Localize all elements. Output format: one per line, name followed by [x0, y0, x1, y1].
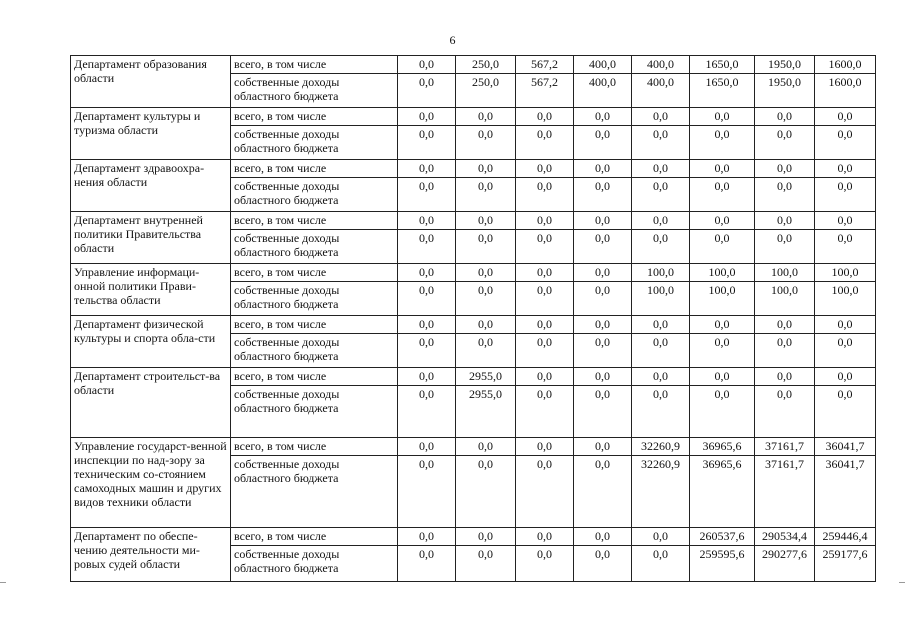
value-cell: 0,0 [815, 178, 876, 212]
value-cell: 0,0 [456, 160, 516, 178]
value-cell: 0,0 [755, 160, 815, 178]
value-cell: 0,0 [755, 178, 815, 212]
value-cell: 0,0 [398, 368, 456, 386]
value-cell: 0,0 [574, 230, 632, 264]
value-cell: 0,0 [755, 316, 815, 334]
value-cell: 0,0 [398, 528, 456, 546]
value-cell: 0,0 [690, 212, 755, 230]
value-cell: 0,0 [815, 334, 876, 368]
table-row [71, 438, 876, 456]
department-name: Департамент образования области [71, 56, 231, 108]
department-name: Департамент физической культуры и спорта обла-сти [71, 316, 231, 368]
value-cell: 0,0 [398, 126, 456, 160]
value-cell: 1950,0 [755, 56, 815, 74]
value-cell: 290277,6 [755, 546, 815, 582]
value-cell: 0,0 [755, 108, 815, 126]
value-cell: 100,0 [632, 264, 690, 282]
value-cell: 0,0 [456, 126, 516, 160]
department-name: Департамент строительст-ва области [71, 368, 231, 438]
value-cell: 0,0 [815, 386, 876, 438]
value-cell: 0,0 [755, 126, 815, 160]
value-cell: 0,0 [398, 282, 456, 316]
department-name: Департамент культуры и туризма области [71, 108, 231, 160]
department-name: Управление информаци-онной политики Прави-тельства области [71, 264, 231, 316]
value-cell: 0,0 [574, 160, 632, 178]
value-cell: 0,0 [516, 126, 574, 160]
value-cell: 0,0 [398, 108, 456, 126]
page-number: 6 [449, 33, 456, 47]
value-cell: 0,0 [815, 212, 876, 230]
value-cell: 567,2 [516, 74, 574, 108]
table-body [71, 56, 876, 582]
value-cell: 0,0 [574, 528, 632, 546]
department-name: Департамент по обеспе-чению деятельности ми-ровых судей области [71, 528, 231, 582]
value-cell: 400,0 [632, 56, 690, 74]
value-cell: 0,0 [755, 212, 815, 230]
value-cell: 0,0 [755, 334, 815, 368]
value-cell: 36965,6 [690, 456, 755, 528]
value-cell: 0,0 [574, 368, 632, 386]
value-cell: 260537,6 [690, 528, 755, 546]
funding-type-own-revenue: собственные доходы областного бюджета [231, 546, 398, 582]
table-row [71, 264, 876, 282]
value-cell: 0,0 [574, 126, 632, 160]
funding-type-own-revenue: собственные доходы областного бюджета [231, 334, 398, 368]
value-cell: 0,0 [690, 126, 755, 160]
value-cell: 0,0 [456, 546, 516, 582]
value-cell: 400,0 [574, 74, 632, 108]
value-cell: 0,0 [632, 316, 690, 334]
value-cell: 0,0 [516, 528, 574, 546]
value-cell: 0,0 [632, 178, 690, 212]
value-cell: 0,0 [690, 334, 755, 368]
department-name: Управление государст-венной инспекции по над-зору за техническим со-стоянием самоходных машин и других видов техники области [71, 438, 231, 528]
value-cell: 37161,7 [755, 438, 815, 456]
funding-type-own-revenue: собственные доходы областного бюджета [231, 386, 398, 438]
value-cell: 1650,0 [690, 56, 755, 74]
funding-type-total: всего, в том числе [231, 56, 398, 74]
value-cell: 100,0 [690, 264, 755, 282]
value-cell: 0,0 [815, 230, 876, 264]
value-cell: 259595,6 [690, 546, 755, 582]
value-cell: 0,0 [632, 334, 690, 368]
value-cell: 259177,6 [815, 546, 876, 582]
value-cell: 0,0 [632, 386, 690, 438]
value-cell: 0,0 [574, 178, 632, 212]
value-cell: 0,0 [516, 368, 574, 386]
value-cell: 0,0 [456, 334, 516, 368]
value-cell: 0,0 [574, 334, 632, 368]
value-cell: 0,0 [574, 546, 632, 582]
value-cell: 1600,0 [815, 56, 876, 74]
value-cell: 37161,7 [755, 456, 815, 528]
value-cell: 0,0 [815, 316, 876, 334]
value-cell: 0,0 [690, 160, 755, 178]
table-row [71, 108, 876, 126]
table-row [71, 212, 876, 230]
value-cell: 0,0 [690, 368, 755, 386]
value-cell: 0,0 [456, 178, 516, 212]
value-cell: 0,0 [815, 126, 876, 160]
funding-type-own-revenue: собственные доходы областного бюджета [231, 456, 398, 528]
value-cell: 0,0 [632, 212, 690, 230]
value-cell: 0,0 [755, 386, 815, 438]
value-cell: 32260,9 [632, 456, 690, 528]
value-cell: 0,0 [755, 230, 815, 264]
value-cell: 0,0 [398, 316, 456, 334]
value-cell: 0,0 [516, 334, 574, 368]
value-cell: 0,0 [516, 316, 574, 334]
funding-type-own-revenue: собственные доходы областного бюджета [231, 178, 398, 212]
funding-type-total: всего, в том числе [231, 368, 398, 386]
table-row [71, 160, 876, 178]
value-cell: 0,0 [398, 160, 456, 178]
value-cell: 100,0 [690, 282, 755, 316]
right-edge-mark [899, 582, 905, 583]
funding-type-own-revenue: собственные доходы областного бюджета [231, 74, 398, 108]
value-cell: 0,0 [690, 316, 755, 334]
value-cell: 100,0 [755, 282, 815, 316]
value-cell: 0,0 [632, 368, 690, 386]
funding-type-total: всего, в том числе [231, 212, 398, 230]
budget-table [70, 55, 876, 582]
value-cell: 0,0 [516, 438, 574, 456]
value-cell: 0,0 [574, 438, 632, 456]
value-cell: 567,2 [516, 56, 574, 74]
value-cell: 1600,0 [815, 74, 876, 108]
value-cell: 0,0 [456, 264, 516, 282]
value-cell: 36041,7 [815, 456, 876, 528]
value-cell: 1950,0 [755, 74, 815, 108]
value-cell: 0,0 [574, 108, 632, 126]
value-cell: 0,0 [398, 334, 456, 368]
table-row [71, 528, 876, 546]
table-row [71, 368, 876, 386]
department-name: Департамент здравоохра-нения области [71, 160, 231, 212]
value-cell: 0,0 [516, 108, 574, 126]
value-cell: 0,0 [815, 108, 876, 126]
value-cell: 0,0 [516, 264, 574, 282]
left-edge-mark [0, 582, 6, 583]
value-cell: 100,0 [815, 282, 876, 316]
value-cell: 1650,0 [690, 74, 755, 108]
value-cell: 259446,4 [815, 528, 876, 546]
value-cell: 0,0 [398, 230, 456, 264]
value-cell: 250,0 [456, 56, 516, 74]
value-cell: 36965,6 [690, 438, 755, 456]
value-cell: 0,0 [516, 282, 574, 316]
value-cell: 0,0 [456, 316, 516, 334]
value-cell: 0,0 [516, 546, 574, 582]
value-cell: 0,0 [398, 264, 456, 282]
funding-type-total: всего, в том числе [231, 438, 398, 456]
value-cell: 0,0 [632, 126, 690, 160]
funding-type-total: всего, в том числе [231, 160, 398, 178]
value-cell: 0,0 [815, 160, 876, 178]
funding-type-total: всего, в том числе [231, 264, 398, 282]
value-cell: 0,0 [632, 160, 690, 178]
value-cell: 250,0 [456, 74, 516, 108]
value-cell: 0,0 [398, 456, 456, 528]
value-cell: 0,0 [574, 264, 632, 282]
value-cell: 100,0 [755, 264, 815, 282]
value-cell: 290534,4 [755, 528, 815, 546]
department-name: Департамент внутренней политики Правительства области [71, 212, 231, 264]
value-cell: 36041,7 [815, 438, 876, 456]
funding-type-total: всего, в том числе [231, 528, 398, 546]
value-cell: 0,0 [398, 212, 456, 230]
value-cell: 400,0 [574, 56, 632, 74]
value-cell: 0,0 [516, 230, 574, 264]
value-cell: 0,0 [815, 368, 876, 386]
value-cell: 0,0 [632, 546, 690, 582]
value-cell: 100,0 [815, 264, 876, 282]
value-cell: 0,0 [456, 456, 516, 528]
value-cell: 2955,0 [456, 368, 516, 386]
value-cell: 0,0 [632, 230, 690, 264]
value-cell: 0,0 [516, 386, 574, 438]
value-cell: 0,0 [398, 74, 456, 108]
value-cell: 0,0 [456, 528, 516, 546]
funding-type-own-revenue: собственные доходы областного бюджета [231, 126, 398, 160]
value-cell: 0,0 [516, 212, 574, 230]
value-cell: 0,0 [690, 178, 755, 212]
value-cell: 0,0 [456, 282, 516, 316]
value-cell: 0,0 [516, 456, 574, 528]
funding-type-total: всего, в том числе [231, 108, 398, 126]
value-cell: 0,0 [632, 528, 690, 546]
value-cell: 32260,9 [632, 438, 690, 456]
value-cell: 0,0 [456, 438, 516, 456]
value-cell: 100,0 [632, 282, 690, 316]
value-cell: 0,0 [516, 178, 574, 212]
value-cell: 400,0 [632, 74, 690, 108]
value-cell: 0,0 [690, 108, 755, 126]
table-row [71, 56, 876, 74]
value-cell: 0,0 [574, 212, 632, 230]
value-cell: 0,0 [398, 386, 456, 438]
value-cell: 0,0 [574, 282, 632, 316]
funding-type-total: всего, в том числе [231, 316, 398, 334]
value-cell: 0,0 [690, 230, 755, 264]
value-cell: 0,0 [456, 212, 516, 230]
value-cell: 0,0 [690, 386, 755, 438]
value-cell: 0,0 [398, 178, 456, 212]
value-cell: 0,0 [574, 386, 632, 438]
value-cell: 0,0 [398, 546, 456, 582]
value-cell: 0,0 [574, 456, 632, 528]
value-cell: 2955,0 [456, 386, 516, 438]
value-cell: 0,0 [398, 438, 456, 456]
value-cell: 0,0 [456, 230, 516, 264]
value-cell: 0,0 [755, 368, 815, 386]
value-cell: 0,0 [398, 56, 456, 74]
funding-type-own-revenue: собственные доходы областного бюджета [231, 282, 398, 316]
table-row [71, 316, 876, 334]
value-cell: 0,0 [632, 108, 690, 126]
value-cell: 0,0 [516, 160, 574, 178]
value-cell: 0,0 [574, 316, 632, 334]
funding-type-own-revenue: собственные доходы областного бюджета [231, 230, 398, 264]
value-cell: 0,0 [456, 108, 516, 126]
